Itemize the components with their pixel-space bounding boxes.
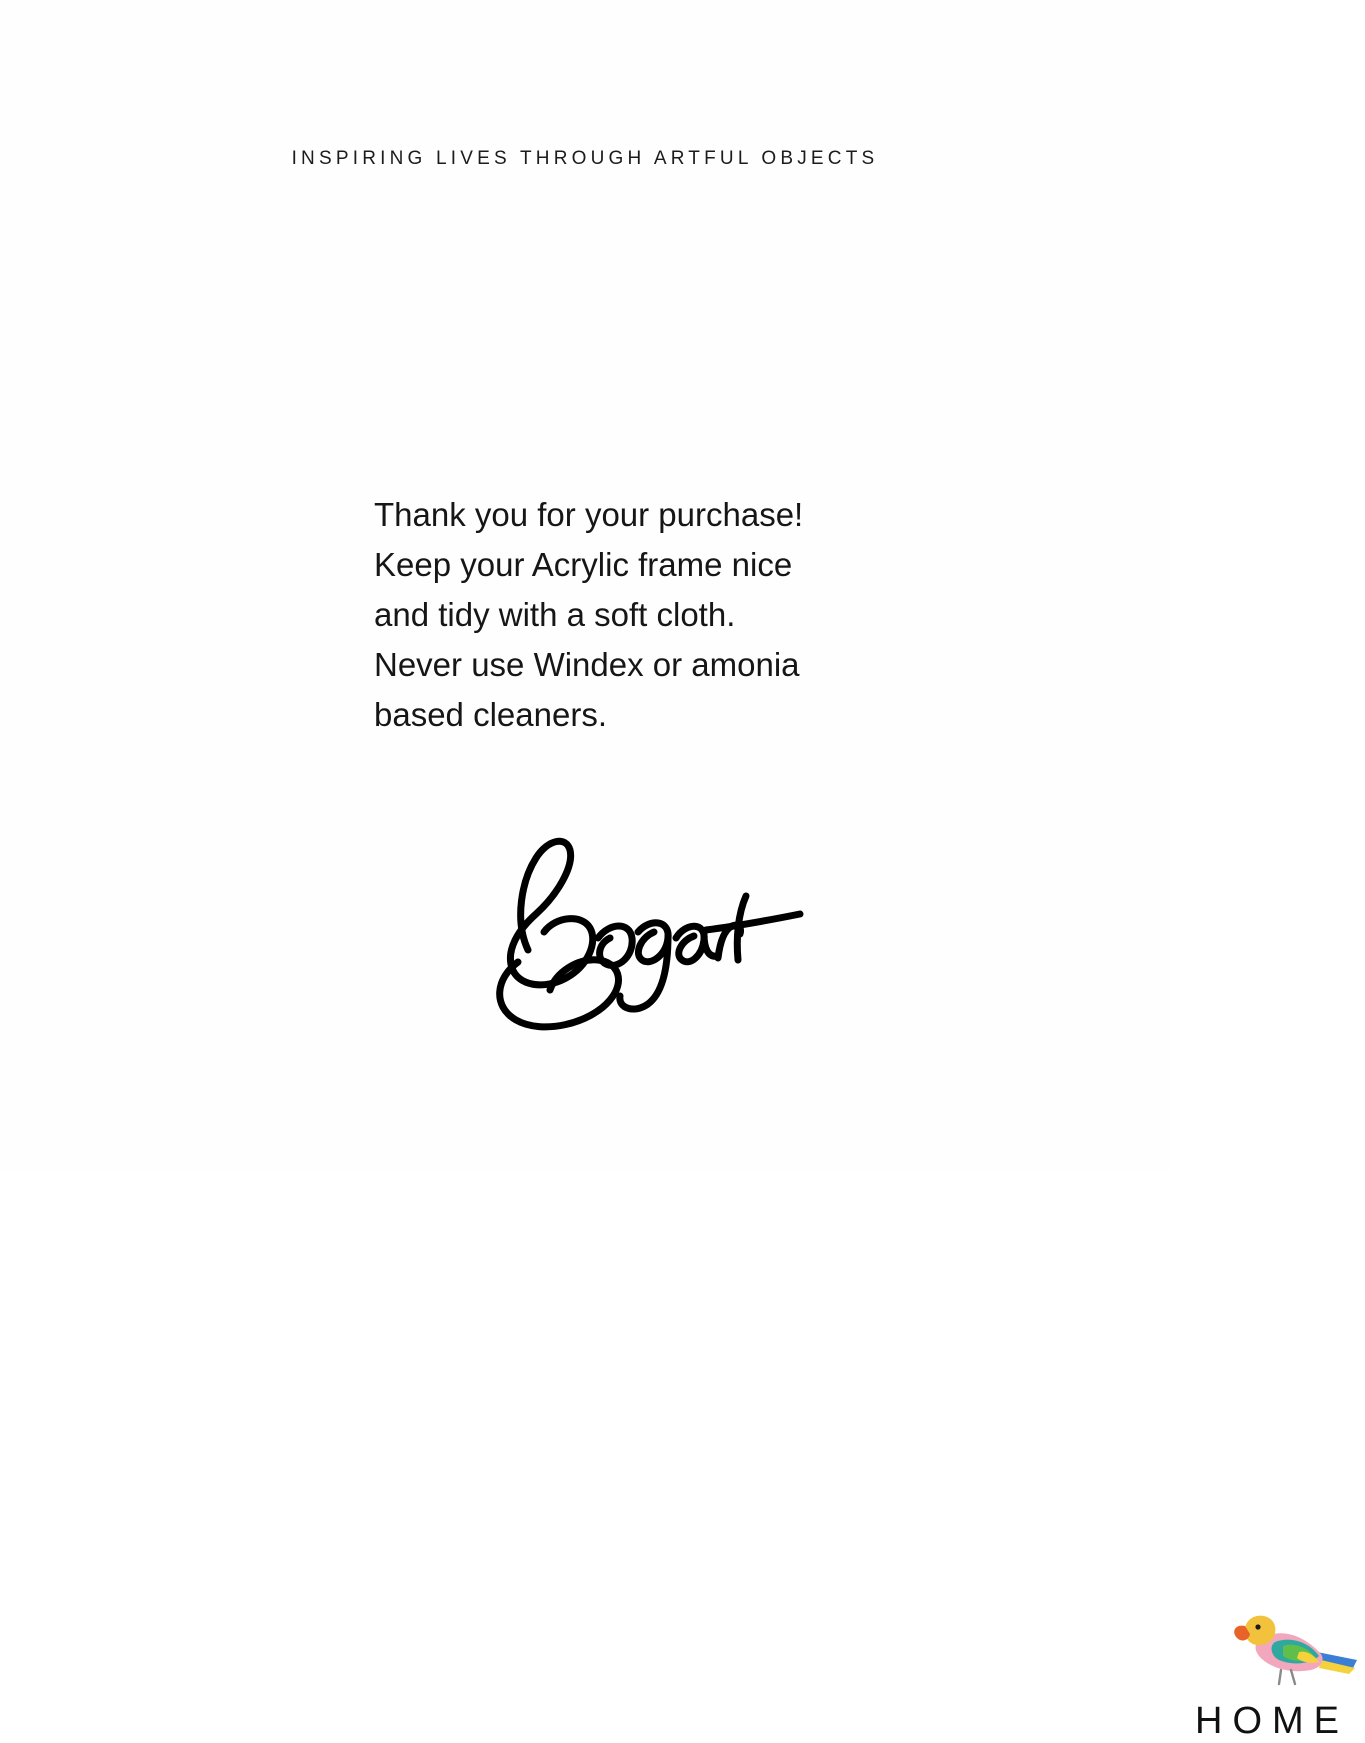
home-wordmark: HOME [1195, 1700, 1349, 1742]
message-line-3: and tidy with a soft cloth. [374, 596, 736, 633]
brand-tagline: INSPIRING LIVES THROUGH ARTFUL OBJECTS [291, 148, 879, 169]
message-line-4: Never use Windex or amonia [374, 646, 800, 683]
message-block [374, 490, 894, 740]
brand-logo [470, 800, 1349, 1742]
parrot-icon [1225, 1608, 1365, 1698]
message-line-1: Thank you for your purchase! [374, 496, 804, 533]
message-line-2: Keep your Acrylic frame nice [374, 546, 793, 583]
message-line-5: based cleaners. [374, 696, 607, 733]
bogart-signature-icon [470, 810, 760, 1030]
